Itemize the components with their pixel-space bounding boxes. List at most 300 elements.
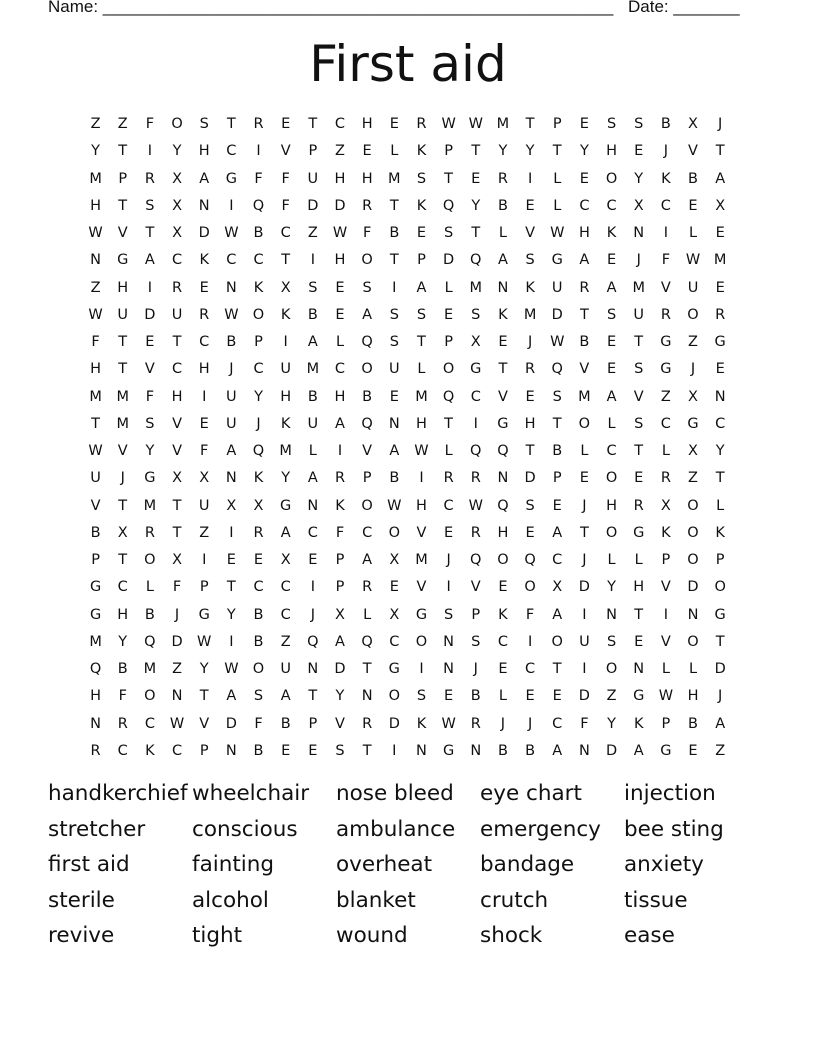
grid-letter: O [605,470,618,487]
grid-letter: G [225,170,237,187]
grid-letter: E [416,225,427,241]
grid-letter: L [498,688,507,705]
grid-letter: C [470,388,481,405]
grid-row [82,632,734,659]
grid-letter: Z [688,470,698,487]
grid-letter: B [362,388,373,405]
grid-letter: N [307,497,319,514]
grid-letter: S [525,252,535,269]
grid-letter: G [470,361,482,378]
grid-letter: B [253,633,264,650]
grid-letter: E [308,742,318,759]
grid-letter: X [470,334,481,350]
grid-letter: T [118,361,128,378]
grid-letter: Y [281,470,291,487]
grid-letter: K [253,279,264,296]
grid-letter: Q [470,552,482,568]
grid-letter: R [144,524,155,541]
grid-letter: X [280,279,291,296]
grid-letter: P [444,143,453,160]
grid-letter: T [199,688,209,705]
grid-letter: H [280,388,292,405]
grid-letter: V [579,361,590,378]
grid-letter: X [660,497,671,514]
grid-letter: M [415,552,428,568]
grid-letter: A [280,688,291,705]
grid-letter: R [117,715,128,732]
grid-letter: C [525,661,536,677]
grid-row [82,305,734,332]
grid-letter: M [306,361,320,378]
grid-letter: C [226,252,237,269]
grid-letter: L [580,443,589,459]
grid-row [82,550,734,577]
grid-letter: R [416,116,427,132]
grid-letter: V [688,143,698,160]
grid-letter: N [198,197,210,214]
grid-letter: T [226,579,236,596]
grid-letter: C [606,443,617,459]
word-list-item: overheat [336,852,433,878]
grid-letter: T [552,143,562,160]
grid-letter: N [225,470,237,487]
grid-letter: G [388,661,400,677]
grid-letter: C [443,497,454,514]
grid-letter: T [118,334,128,350]
grid-letter: N [633,225,645,241]
grid-letter: E [525,688,535,705]
grid-letter: C [334,361,346,378]
word-list-item: ease [624,923,675,949]
grid-letter: S [606,306,617,323]
grid-row [82,332,734,359]
grid-letter: D [198,225,210,241]
grid-letter: I [582,606,587,623]
grid-letter: K [661,524,671,541]
grid-letter: W [550,225,565,241]
grid-letter: A [579,252,590,269]
grid-letter: E [606,334,617,350]
grid-row [82,387,734,414]
grid-letter: N [90,715,101,732]
grid-letter: R [579,279,590,296]
grid-letter: Q [252,197,265,214]
grid-letter: A [362,306,373,323]
grid-letter: Z [117,116,128,132]
grid-letter: N [416,742,427,759]
grid-letter: L [553,197,562,214]
grid-letter: T [715,143,725,160]
grid-letter: N [90,252,101,269]
grid-letter: V [362,443,373,459]
grid-letter: G [633,524,645,541]
grid-letter: M [388,170,401,187]
grid-letter: E [444,306,454,323]
grid-letter: D [714,661,726,677]
word-list [48,778,768,956]
grid-letter: X [552,579,563,596]
grid-letter: Y [471,197,481,214]
grid-letter: K [416,197,427,214]
grid-letter: J [473,661,478,677]
grid-letter: Z [90,279,101,296]
grid-letter: A [226,688,237,705]
grid-row [82,114,734,141]
grid-letter: P [308,715,318,732]
grid-letter: N [443,633,455,650]
grid-letter: E [199,279,209,296]
grid-letter: N [714,388,726,405]
grid-letter: L [688,225,698,241]
grid-letter: R [715,306,726,323]
grid-letter: O [524,579,536,596]
grid-letter: L [498,225,507,241]
grid-letter: V [416,579,427,596]
grid-letter: J [500,715,506,732]
grid-letter: A [307,334,318,350]
grid-letter: S [308,279,318,296]
grid-letter: P [118,170,128,187]
grid-letter: B [497,742,508,759]
grid-letter: O [687,552,699,568]
grid-letter: L [661,443,670,459]
grid-letter: X [335,606,345,623]
grid-letter: O [605,524,618,541]
grid-letter: C [280,579,291,596]
grid-letter: W [224,306,239,323]
grid-letter: I [663,606,668,623]
grid-letter: Y [172,143,182,160]
grid-letter: V [416,524,427,541]
grid-letter: W [468,116,483,132]
grid-letter: K [416,143,427,160]
grid-letter: O [687,497,699,514]
grid-letter: G [714,606,726,623]
grid-letter: O [605,661,618,677]
grid-letter: A [715,715,726,732]
grid-letter: W [387,497,402,514]
grid-letter: U [198,497,210,514]
grid-letter: T [118,497,128,514]
grid-letter: L [661,661,670,677]
grid-letter: S [634,415,644,432]
grid-letter: I [310,579,315,596]
grid-letter: R [144,170,155,187]
grid-letter: J [310,606,315,623]
grid-letter: J [718,688,723,705]
grid-letter: T [362,661,372,677]
grid-letter: J [446,552,451,568]
grid-letter: C [660,415,671,432]
grid-letter: G [280,497,292,514]
grid-letter: D [334,197,346,214]
grid-letter: K [715,524,725,541]
grid-letter: O [578,415,591,432]
grid-letter: E [606,252,617,269]
grid-letter: D [605,742,618,759]
grid-letter: E [715,279,725,296]
grid-letter: A [606,388,617,405]
grid-letter: E [145,334,155,350]
grid-letter: W [441,116,456,132]
grid-letter: L [553,170,562,187]
grid-letter: H [606,143,617,160]
grid-letter: O [687,633,699,650]
grid-letter: L [607,552,616,568]
grid-letter: L [363,606,372,623]
grid-letter: Q [442,197,455,214]
grid-letter: T [579,306,589,323]
grid-letter: H [198,361,210,378]
grid-letter: T [118,197,128,214]
grid-letter: A [606,279,617,296]
grid-letter: O [252,306,265,323]
grid-letter: I [202,552,207,568]
grid-letter: R [443,470,454,487]
word-list-item: handkerchief [48,781,188,806]
grid-letter: A [226,443,237,459]
grid-letter: X [226,497,237,514]
grid-letter: U [117,306,129,323]
grid-letter: Z [199,524,210,541]
grid-letter: Q [497,443,509,459]
grid-letter: E [634,470,644,487]
grid-letter: Z [335,143,345,160]
grid-letter: H [416,415,427,432]
grid-letter: H [361,116,373,132]
grid-letter: L [607,415,616,432]
grid-letter: W [224,661,239,677]
grid-letter: K [498,306,508,323]
grid-letter: P [199,742,209,759]
grid-letter: I [310,252,315,269]
grid-letter: A [144,252,155,269]
grid-letter: H [198,143,210,160]
grid-letter: L [145,579,154,596]
grid-letter: K [498,606,508,623]
grid-letter: N [171,688,183,705]
grid-letter: Q [361,633,373,650]
name-field-label: Name: ______________________________________________________ [48,0,614,16]
word-list-item: sterile [48,887,115,913]
grid-letter: B [525,742,536,759]
grid-letter: C [552,552,563,568]
grid-letter: P [661,552,671,568]
grid-letter: K [606,225,617,241]
grid-letter: B [144,606,155,623]
grid-letter: Y [145,443,155,459]
grid-letter: G [89,606,102,623]
grid-letter: H [524,415,536,432]
grid-letter: D [171,633,183,650]
grid-letter: Y [579,143,589,160]
grid-letter: R [470,524,481,541]
grid-letter: N [633,661,645,677]
grid-letter: B [307,306,318,323]
grid-letter: S [444,225,454,241]
grid-letter: E [498,334,508,350]
grid-letter: U [388,361,400,378]
grid-letter: K [525,279,535,296]
grid-letter: I [229,197,234,214]
grid-letter: I [392,742,397,759]
grid-letter: P [362,470,372,487]
grid-row [82,659,734,686]
grid-letter: Y [254,388,263,405]
grid-letter: O [687,306,699,323]
grid-letter: U [687,279,699,296]
grid-row [82,468,734,495]
grid-letter: O [497,552,509,568]
grid-letter: J [229,361,234,378]
grid-letter: Z [90,116,101,132]
grid-letter: R [470,715,481,732]
grid-letter: U [226,415,237,432]
grid-letter: R [253,116,264,132]
grid-letter: L [444,279,453,296]
grid-letter: B [253,606,264,623]
word-list-item: revive [48,923,115,949]
grid-letter: X [172,552,183,568]
grid-letter: T [525,443,535,459]
grid-letter: V [660,633,671,650]
grid-letter: C [226,143,237,160]
grid-letter: H [334,252,346,269]
grid-letter: D [578,579,590,596]
grid-letter: I [256,143,261,160]
grid-letter: Q [470,252,482,269]
word-list-item: anxiety [624,852,704,878]
grid-letter: M [143,661,157,677]
grid-letter: V [172,415,182,432]
grid-letter: A [497,252,508,269]
word-list-item: tissue [624,887,688,913]
grid-letter: C [253,579,264,596]
grid-letter: R [362,715,373,732]
grid-letter: F [145,116,155,132]
grid-letter: M [116,415,129,432]
grid-letter: K [633,715,644,732]
grid-letter: P [552,116,562,132]
grid-letter: O [252,661,265,677]
grid-letter: O [144,552,156,568]
grid-letter: G [117,252,129,269]
grid-row [82,196,734,223]
grid-letter: H [497,524,509,541]
grid-letter: Y [715,443,725,459]
grid-letter: W [550,334,565,350]
grid-letter: K [280,415,291,432]
grid-letter: U [280,661,291,677]
grid-letter: T [118,143,128,160]
grid-letter: N [361,688,373,705]
grid-letter: S [552,388,562,405]
grid-letter: Y [199,661,209,677]
grid-letter: C [280,606,291,623]
grid-letter: I [229,524,234,541]
grid-letter: B [389,470,400,487]
grid-letter: C [497,633,508,650]
grid-letter: V [172,443,182,459]
grid-letter: J [527,715,533,732]
grid-letter: E [579,170,589,187]
grid-letter: X [688,116,698,132]
grid-letter: E [199,415,209,432]
grid-letter: H [90,197,102,214]
grid-letter: Y [91,143,100,160]
grid-letter: P [335,579,345,596]
grid-letter: V [497,388,508,405]
grid-letter: C [171,361,183,378]
grid-letter: H [606,497,617,514]
grid-letter: T [362,742,372,759]
grid-letter: X [172,197,183,214]
grid-letter: E [525,388,535,405]
grid-letter: Y [118,633,128,650]
grid-letter: B [389,225,400,241]
grid-letter: K [416,715,427,732]
grid-row [82,359,734,386]
grid-letter: T [389,252,399,269]
grid-letter: C [579,197,590,214]
grid-letter: L [716,497,725,514]
word-list-item: bee sting [624,816,724,842]
grid-letter: X [389,606,400,623]
grid-letter: E [525,524,535,541]
grid-letter: L [634,552,643,568]
grid-letter: G [442,742,455,759]
grid-letter: D [334,661,346,677]
grid-letter: Z [172,661,183,677]
grid-letter: X [117,524,128,541]
grid-letter: Z [715,742,726,759]
grid-letter: E [634,143,644,160]
grid-letter: O [442,361,455,378]
grid-letter: H [633,579,645,596]
grid-letter: I [337,443,343,459]
grid-letter: I [229,633,234,650]
grid-letter: F [200,443,209,459]
grid-row [82,523,734,550]
grid-letter: J [718,116,723,132]
grid-letter: A [389,443,400,459]
grid-letter: S [389,306,399,323]
grid-letter: W [658,688,674,705]
grid-letter: U [579,633,590,650]
grid-letter: I [446,579,451,596]
grid-letter: L [390,143,399,160]
grid-letter: X [253,497,264,514]
grid-letter: R [633,497,644,514]
grid-row [82,141,734,168]
grid-letter: R [362,579,373,596]
grid-letter: P [91,552,100,568]
grid-letter: Y [607,715,616,732]
grid-letter: K [253,470,264,487]
grid-letter: K [280,306,291,323]
grid-letter: C [280,225,291,241]
grid-letter: R [470,470,481,487]
grid-letter: E [281,742,291,759]
grid-letter: T [552,661,562,677]
grid-letter: L [335,334,345,350]
grid-letter: J [120,470,125,487]
grid-letter: C [117,742,128,759]
grid-letter: M [578,388,591,405]
grid-letter: E [498,661,508,677]
grid-letter: C [715,415,726,432]
grid-letter: F [281,170,290,187]
